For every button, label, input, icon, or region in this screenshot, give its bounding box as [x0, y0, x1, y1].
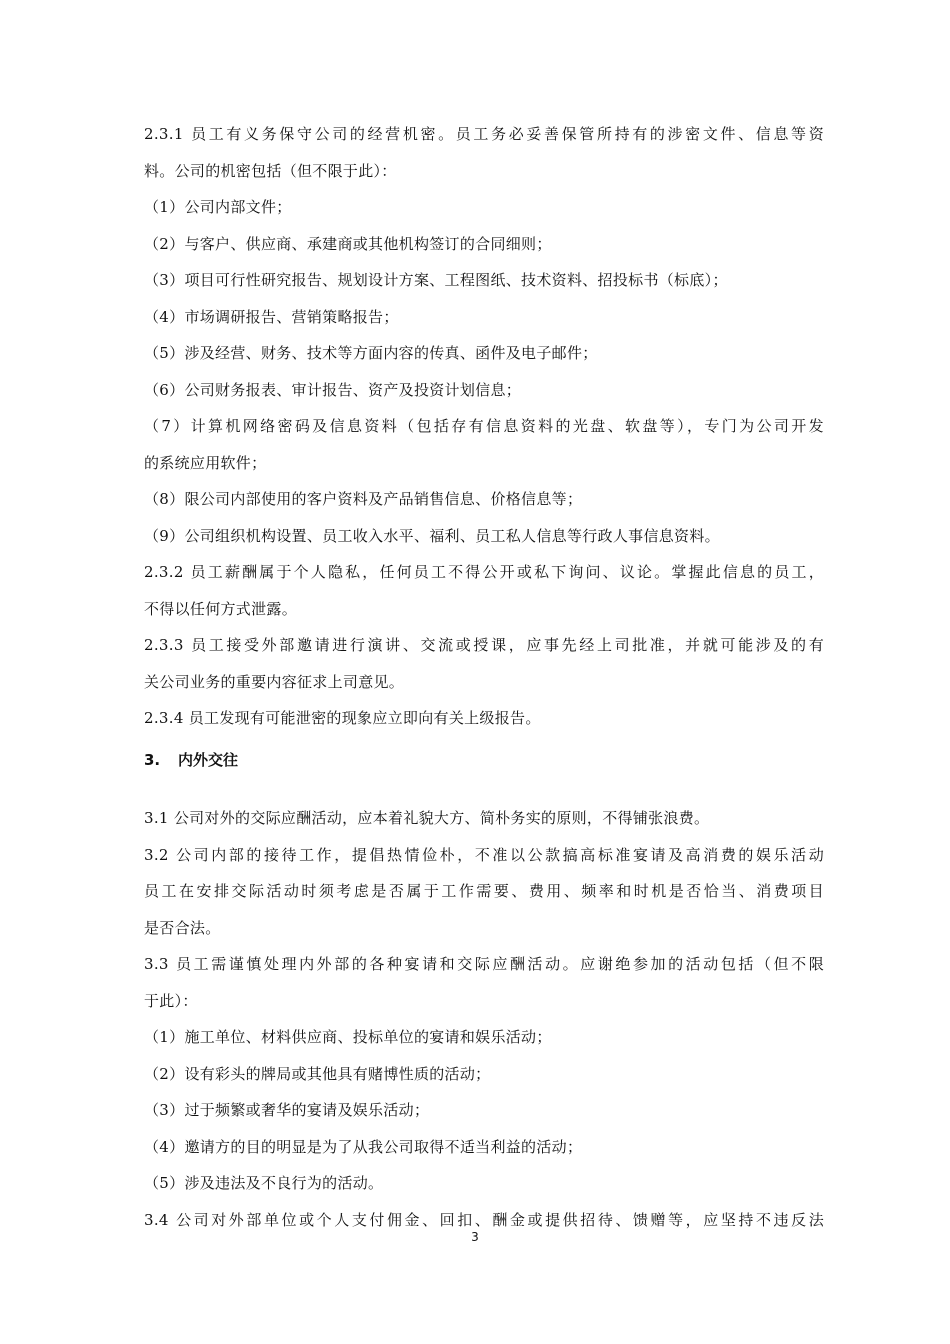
section-3-number: 3. — [144, 751, 161, 769]
list-item-declined-1: （1）施工单位、材料供应商、投标单位的宴请和娱乐活动； — [144, 1028, 552, 1046]
paragraph-3-4-line-1: 3.4 公司对外部单位或个人支付佣金、回扣、酬金或提供招待、馈赠等，应坚持不违反法 — [144, 1210, 824, 1229]
list-item-confidential-3: （3）项目可行性研究报告、规划设计方案、工程图纸、技术资料、招投标书（标底）； — [144, 271, 728, 289]
paragraph-2-3-3-line-2: 关公司业务的重要内容征求上司意见。 — [144, 672, 405, 691]
paragraph-3-3-line-2: 于此）： — [144, 991, 198, 1010]
paragraph-3-3-line-1: 3.3 员工需谨慎处理内外部的各种宴请和交际应酬活动。应谢绝参加的活动包括（但不限 — [144, 955, 824, 973]
list-item-declined-2: （2）设有彩头的牌局或其他具有赌博性质的活动； — [144, 1064, 491, 1083]
paragraph-3-2-line-1: 3.2 公司内部的接待工作，提倡热情俭朴，不准以公款搞高标准宴请及高消费的娱乐活动 — [144, 845, 824, 864]
list-item-confidential-5: （5）涉及经营、财务、技术等方面内容的传真、函件及电子邮件； — [144, 344, 598, 362]
list-item-confidential-4: （4）市场调研报告、营销策略报告； — [144, 307, 399, 326]
list-item-declined-4: （4）邀请方的目的明显是为了从我公司取得不适当利益的活动； — [144, 1137, 583, 1156]
list-item-confidential-7-line-1: （7）计算机网络密码及信息资料（包括存有信息资料的光盘、软盘等），专门为公司开发 — [144, 417, 824, 435]
paragraph-2-3-2-line-2: 不得以任何方式泄露。 — [144, 599, 298, 618]
list-item-confidential-7-line-2: 的系统应用软件； — [144, 453, 267, 472]
page-number: 3 — [471, 1230, 479, 1244]
paragraph-2-3-1-line-2: 料。公司的机密包括（但不限于此）： — [144, 161, 397, 180]
page-content — [144, 124, 824, 1246]
paragraph-2-3-2-line-1: 2.3.2 员工薪酬属于个人隐私，任何员工不得公开或私下询问、议论。掌握此信息的员工， — [144, 563, 824, 581]
list-item-confidential-1: （1）公司内部文件； — [144, 198, 292, 216]
list-item-declined-5: （5）涉及违法及不良行为的活动。 — [144, 1174, 384, 1192]
paragraph-2-3-3-line-1: 2.3.3 员工接受外部邀请进行演讲、交流或授课，应事先经上司批准，并就可能涉及的有 — [144, 636, 824, 654]
list-item-confidential-6: （6）公司财务报表、审计报告、资产及投资计划信息； — [144, 380, 522, 399]
list-item-confidential-8: （8）限公司内部使用的客户资料及产品销售信息、价格信息等； — [144, 490, 583, 508]
list-item-declined-3: （3）过于频繁或奢华的宴请及娱乐活动； — [144, 1101, 430, 1119]
list-item-confidential-2: （2）与客户、供应商、承建商或其他机构签订的合同细则； — [144, 234, 552, 253]
paragraph-3-2-line-3: 是否合法。 — [144, 918, 221, 937]
paragraph-2-3-1-line-1: 2.3.1 员工有义务保守公司的经营机密。员工务必妥善保管所持有的涉密文件、信息等资 — [144, 125, 824, 143]
section-3-heading — [144, 750, 824, 770]
list-item-confidential-9: （9）公司组织机构设置、员工收入水平、福利、员工私人信息等行政人事信息资料。 — [144, 526, 720, 545]
paragraph-3-2-line-2: 员工在安排交际活动时须考虑是否属于工作需要、费用、频率和时机是否恰当、消费项目 — [144, 882, 824, 900]
section-3-title: 内外交往 — [178, 751, 239, 769]
paragraph-2-3-4: 2.3.4 员工发现有可能泄密的现象应立即向有关上级报告。 — [144, 709, 541, 727]
paragraph-3-1: 3.1 公司对外的交际应酬活动，应本着礼貌大方、简朴务实的原则，不得铺张浪费。 — [144, 809, 710, 827]
